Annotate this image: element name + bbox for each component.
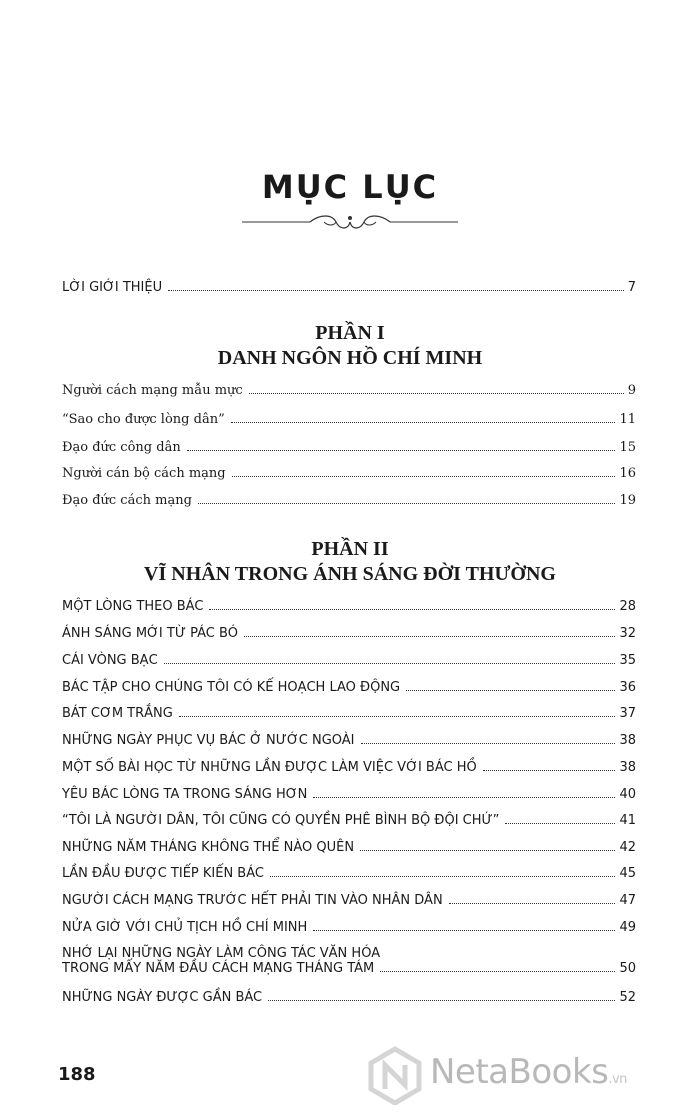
toc-entry-page: 41 (619, 813, 636, 828)
toc-entry-intro[interactable] (62, 280, 636, 295)
toc-entry-page: 32 (619, 626, 636, 641)
toc-entry-title: Người cách mạng mẫu mực (62, 383, 243, 398)
toc-entry[interactable] (62, 493, 636, 508)
toc-entry[interactable] (62, 813, 636, 828)
watermark (430, 1052, 627, 1092)
toc-entry-title: CÁI VÒNG BẠC (62, 653, 158, 668)
dot-leader (168, 290, 624, 291)
part-1-name: DANH NGÔN HỒ CHÍ MINH (217, 347, 483, 369)
toc-entry-page: 28 (619, 599, 636, 614)
toc-entry[interactable] (62, 866, 636, 881)
toc-entry-page: 35 (619, 653, 636, 668)
ornament-divider (240, 210, 460, 234)
toc-entry-page: 16 (619, 466, 636, 481)
toc-entry-title: “Sao cho được lòng dân” (62, 412, 225, 427)
page-number: 188 (58, 1064, 96, 1085)
toc-entry-title-line2: TRONG MẤY NĂM ĐẦU CÁCH MẠNG THÁNG TÁM (62, 961, 375, 976)
dot-leader (244, 636, 616, 637)
dot-leader (249, 393, 624, 394)
dot-leader (270, 876, 615, 877)
dot-leader (483, 770, 616, 771)
part-2-label: PHẦN II (311, 538, 389, 560)
toc-entry-title: LỜI GIỚI THIỆU (62, 280, 163, 295)
toc-entry-page: 37 (619, 706, 636, 721)
toc-entry-page: 47 (619, 893, 636, 908)
toc-entry-title: BÁC TẬP CHO CHÚNG TÔI CÓ KẾ HOẠCH LAO ĐỘNG (62, 680, 401, 695)
toc-entry-title: YÊU BÁC LÒNG TA TRONG SÁNG HƠN (62, 787, 308, 802)
toc-entry-title: “TÔI LÀ NGƯỜI DÂN, TÔI CŨNG CÓ QUYỀN PHÊ BÌNH BỘ ĐỘI CHỨ” (62, 813, 500, 828)
toc-entry-page: 38 (619, 760, 636, 775)
watermark-suffix: .vn (608, 1072, 627, 1087)
toc-entry-page: 11 (619, 412, 636, 427)
toc-entry-title: NHỮNG NGÀY PHỤC VỤ BÁC Ở NƯỚC NGOÀI (62, 733, 355, 748)
toc-entry[interactable] (62, 440, 636, 455)
part-1-label: PHẦN I (315, 322, 385, 344)
toc-entry-page: 40 (619, 787, 636, 802)
dot-leader (380, 971, 615, 972)
toc-entry-title: MỘT LÒNG THEO BÁC (62, 599, 204, 614)
toc-entry-title: Đạo đức công dân (62, 440, 181, 455)
toc-entry-title: Đạo đức cách mạng (62, 493, 192, 508)
toc-entry[interactable] (62, 383, 636, 398)
toc-entry-page: 42 (619, 840, 636, 855)
dot-leader (209, 609, 615, 610)
toc-entry[interactable] (62, 626, 636, 641)
toc-entry-page: 38 (619, 733, 636, 748)
toc-entry-title: LẦN ĐẦU ĐƯỢC TIẾP KIẾN BÁC (62, 866, 264, 881)
toc-entry[interactable] (62, 412, 636, 427)
toc-entry-title: MỘT SỐ BÀI HỌC TỪ NHỮNG LẦN ĐƯỢC LÀM VIỆC VỚI BÁC HỒ (62, 760, 477, 775)
toc-entry-title: NHỮNG NGÀY ĐƯỢC GẦN BÁC (62, 990, 263, 1005)
toc-entry-page: 7 (627, 280, 636, 295)
toc-entry[interactable] (62, 990, 636, 1005)
toc-entry-title: NỬA GIỜ VỚI CHỦ TỊCH HỒ CHÍ MINH (62, 920, 308, 935)
toc-entry-title: ÁNH SÁNG MỚI TỪ PÁC BÓ (62, 626, 238, 641)
dot-leader (232, 476, 616, 477)
toc-entry-page: 45 (619, 866, 636, 881)
part-2-name: VĨ NHÂN TRONG ÁNH SÁNG ĐỜI THƯỜNG (144, 563, 556, 585)
page-title: MỤC LỤC (261, 168, 439, 206)
dot-leader (187, 450, 616, 451)
toc-entry[interactable] (62, 680, 636, 695)
toc-entry[interactable] (62, 787, 636, 802)
watermark-brand: NetaBooks (430, 1052, 609, 1092)
toc-entry[interactable] (62, 760, 636, 775)
toc-entry[interactable] (62, 653, 636, 668)
toc-entry-page: 19 (619, 493, 636, 508)
toc-entry[interactable] (62, 599, 636, 614)
toc-entry[interactable] (62, 733, 636, 748)
dot-leader (449, 903, 616, 904)
toc-entry[interactable] (62, 706, 636, 721)
dot-leader (164, 663, 616, 664)
toc-entry[interactable] (62, 946, 636, 976)
toc-entry-title: NGƯỜI CÁCH MẠNG TRƯỚC HẾT PHẢI TIN VÀO NHÂN DÂN (62, 893, 443, 908)
toc-entry-page: 50 (619, 961, 636, 976)
dot-leader (179, 716, 616, 717)
dot-leader (313, 930, 615, 931)
toc-entry-page: 36 (619, 680, 636, 695)
dot-leader (505, 823, 615, 824)
toc-entry-page: 52 (619, 990, 636, 1005)
toc-entry[interactable] (62, 466, 636, 481)
dot-leader (361, 743, 616, 744)
dot-leader (360, 850, 615, 851)
toc-entry[interactable] (62, 920, 636, 935)
toc-entry-title: NHỮNG NĂM THÁNG KHÔNG THỂ NÀO QUÊN (62, 840, 355, 855)
toc-entry[interactable] (62, 840, 636, 855)
toc-entry-page: 15 (619, 440, 636, 455)
dot-leader (268, 1000, 615, 1001)
toc-entry[interactable] (62, 893, 636, 908)
toc-entry-page: 9 (627, 383, 636, 398)
dot-leader (231, 422, 616, 423)
toc-entry-page: 49 (619, 920, 636, 935)
dot-leader (313, 797, 615, 798)
dot-leader (406, 690, 615, 691)
dot-leader (198, 503, 616, 504)
toc-entry-title: Người cán bộ cách mạng (62, 466, 226, 481)
toc-entry-title-line1: NHỚ LẠI NHỮNG NGÀY LÀM CÔNG TÁC VĂN HÓA (62, 946, 381, 961)
toc-entry-title: BÁT CƠM TRẮNG (62, 706, 173, 721)
